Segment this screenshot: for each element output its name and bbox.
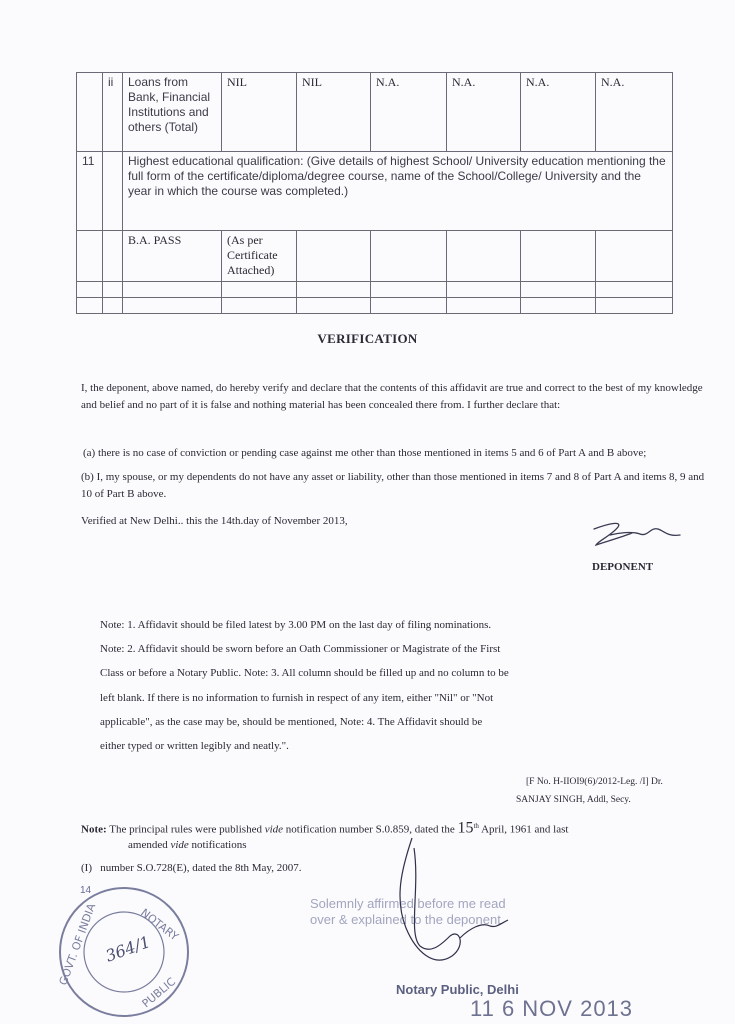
principal-rules-note: Note: The principal rules were published vide notification number S.0.859, dated the 15th April, 1961 and last (81, 819, 569, 837)
note-line-5: applicable", as the case may be, should be mentioned, Note: 4. The Affidavit should be (100, 716, 483, 728)
amended-line: amended vide notifications (128, 839, 247, 851)
note-line-3: Class or before a Notary Public. Note: 3. All column should be filled up and no column to be (100, 667, 509, 679)
note-line-4: left blank. If there is no information to furnish in respect of any item, either "Nil" or "Not (100, 692, 494, 704)
row-number (77, 73, 103, 152)
seal-bottom-text: PUBLIC (139, 975, 179, 1011)
affirmation-line-2: over & explained to the deponent (310, 912, 501, 927)
deponent-label: DEPONENT (592, 561, 654, 573)
row-label: Loans from Bank, Financial Institutions and others (Total) (123, 73, 222, 152)
qualification-degree: B.A. PASS (123, 231, 222, 282)
table-cell: N.A. (521, 73, 596, 152)
qualification-remark: (As per Certificate Attached) (222, 231, 297, 282)
reference-file-no: [F No. H-IIOI9(6)/2012-Leg. /I] Dr. (526, 777, 663, 787)
table-cell: NIL (222, 73, 297, 152)
table-row-loans (77, 73, 673, 152)
table-row-qualification (77, 231, 673, 282)
verified-at-line: Verified at New Delhi.. this the 14th.day of November 2013, (81, 515, 348, 527)
table-row-empty (77, 298, 673, 314)
table-cell: N.A. (447, 73, 521, 152)
declaration-item-b: (b) I, my spouse, or my dependents do not have any asset or liability, other than those mentioned in items 7 and 8 of Part A and items 8, 9 and 10 of Part B above. (81, 471, 705, 500)
notary-signature (390, 828, 520, 988)
note-line-2: Note: 2. Affidavit should be sworn before an Oath Commissioner or Magistrate of the First (100, 643, 501, 655)
row-sub-number: ii (103, 73, 123, 152)
notary-seal (54, 882, 194, 1022)
seal-left-text: GOVT. OF INDIA (56, 901, 99, 988)
assets-liabilities-table (76, 72, 673, 314)
table-cell: N.A. (371, 73, 447, 152)
affirmation-line-1: Solemnly affirmed before me read (310, 896, 506, 911)
notary-date-stamp: 11 6 NOV 2013 (470, 996, 634, 1021)
row-sub-number (103, 152, 123, 231)
table-cell: NIL (297, 73, 371, 152)
verification-heading: VERIFICATION (317, 331, 418, 346)
table-row-education-heading (77, 152, 673, 231)
table-row-empty (77, 282, 673, 298)
note-line-1: Note: 1. Affidavit should be filed latest by 3.00 PM on the last day of filing nominations. (100, 619, 492, 631)
verification-declaration: I, the deponent, above named, do hereby verify and declare that the contents of this affidavit are true and correct to the best of my knowledge and belief and no part of it is false and nothing material has been concealed there from. I further declare that: (81, 382, 703, 411)
row-number: 11 (77, 152, 103, 231)
reference-signatory: SANJAY SINGH, Addl, Secy. (516, 795, 631, 805)
table-cell: N.A. (596, 73, 673, 152)
notification-item: (I) number S.O.728(E), dated the 8th May, 2007. (81, 862, 302, 874)
footnote-label: Note: (81, 823, 107, 836)
notary-public-label: Notary Public, Delhi (396, 982, 519, 997)
deponent-signature (588, 515, 684, 555)
seal-handwritten-number: 364/1 (102, 931, 153, 966)
declaration-item-a: (a) there is no case of conviction or pending case against me other than those mentioned in items 5 and 6 of Part A and B above; (83, 447, 647, 459)
seal-top-text: NOTARY (138, 906, 181, 944)
margin-number: 14 (80, 885, 92, 896)
note-line-6: either typed or written legibly and neatly.". (100, 740, 289, 752)
row-description: Highest educational qualification: (Give details of highest School/ University education mentioning the full form of the certificate/diploma/degree course, name of the School/College/ University and the year in which the course was completed.) (123, 152, 673, 231)
